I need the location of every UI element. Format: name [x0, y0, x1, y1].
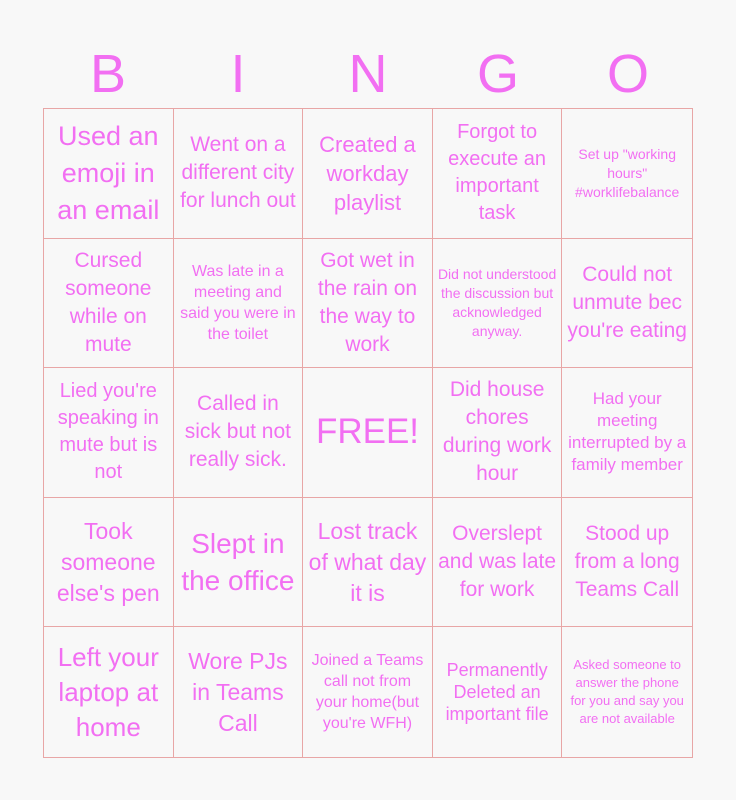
bingo-cell[interactable]: Used an emoji in an email	[44, 109, 174, 239]
bingo-cell[interactable]: Was late in a meeting and said you were in the toilet	[174, 239, 304, 369]
header-letter-o: O	[606, 44, 649, 104]
bingo-cell[interactable]: Did house chores during work hour	[433, 368, 563, 498]
bingo-cell[interactable]: Set up "working hours" #worklifebalance	[562, 109, 692, 239]
bingo-cell[interactable]: Asked someone to answer the phone for you and say you are not available	[562, 627, 692, 757]
bingo-cell[interactable]: Slept in the office	[174, 498, 304, 628]
bingo-header	[43, 40, 693, 108]
bingo-cell[interactable]: Lost track of what day it is	[303, 498, 433, 628]
bingo-cell[interactable]: Left your laptop at home	[44, 627, 174, 757]
bingo-cell[interactable]: Lied you're speaking in mute but is not	[44, 368, 174, 498]
free-space[interactable]: FREE!	[303, 368, 433, 498]
header-letter-n: N	[348, 44, 388, 104]
bingo-cell[interactable]: Permanently Deleted an important file	[433, 627, 563, 757]
bingo-cell[interactable]: Stood up from a long Teams Call	[562, 498, 692, 628]
bingo-cell[interactable]: Cursed someone while on mute	[44, 239, 174, 369]
bingo-cell[interactable]: Could not unmute bec you're eating	[562, 239, 692, 369]
bingo-cell[interactable]: Forgot to execute an important task	[433, 109, 563, 239]
bingo-cell[interactable]: Took someone else's pen	[44, 498, 174, 628]
header-letter-i: I	[230, 44, 246, 104]
bingo-cell[interactable]: Had your meeting interrupted by a family member	[562, 368, 692, 498]
bingo-cell[interactable]: Got wet in the rain on the way to work	[303, 239, 433, 369]
bingo-cell[interactable]: Went on a different city for lunch out	[174, 109, 304, 239]
header-letter-b: B	[89, 44, 127, 104]
bingo-cell[interactable]: Joined a Teams call not from your home(but you're WFH)	[303, 627, 433, 757]
bingo-cell[interactable]: Overslept and was late for work	[433, 498, 563, 628]
bingo-cell[interactable]: Wore PJs in Teams Call	[174, 627, 304, 757]
bingo-cell[interactable]: Created a workday playlist	[303, 109, 433, 239]
header-letter-g: G	[476, 44, 519, 104]
bingo-cell[interactable]: Called in sick but not really sick.	[174, 368, 304, 498]
bingo-cell[interactable]: Did not understood the discussion but acknowledged anyway.	[433, 239, 563, 369]
bingo-card	[43, 108, 693, 758]
